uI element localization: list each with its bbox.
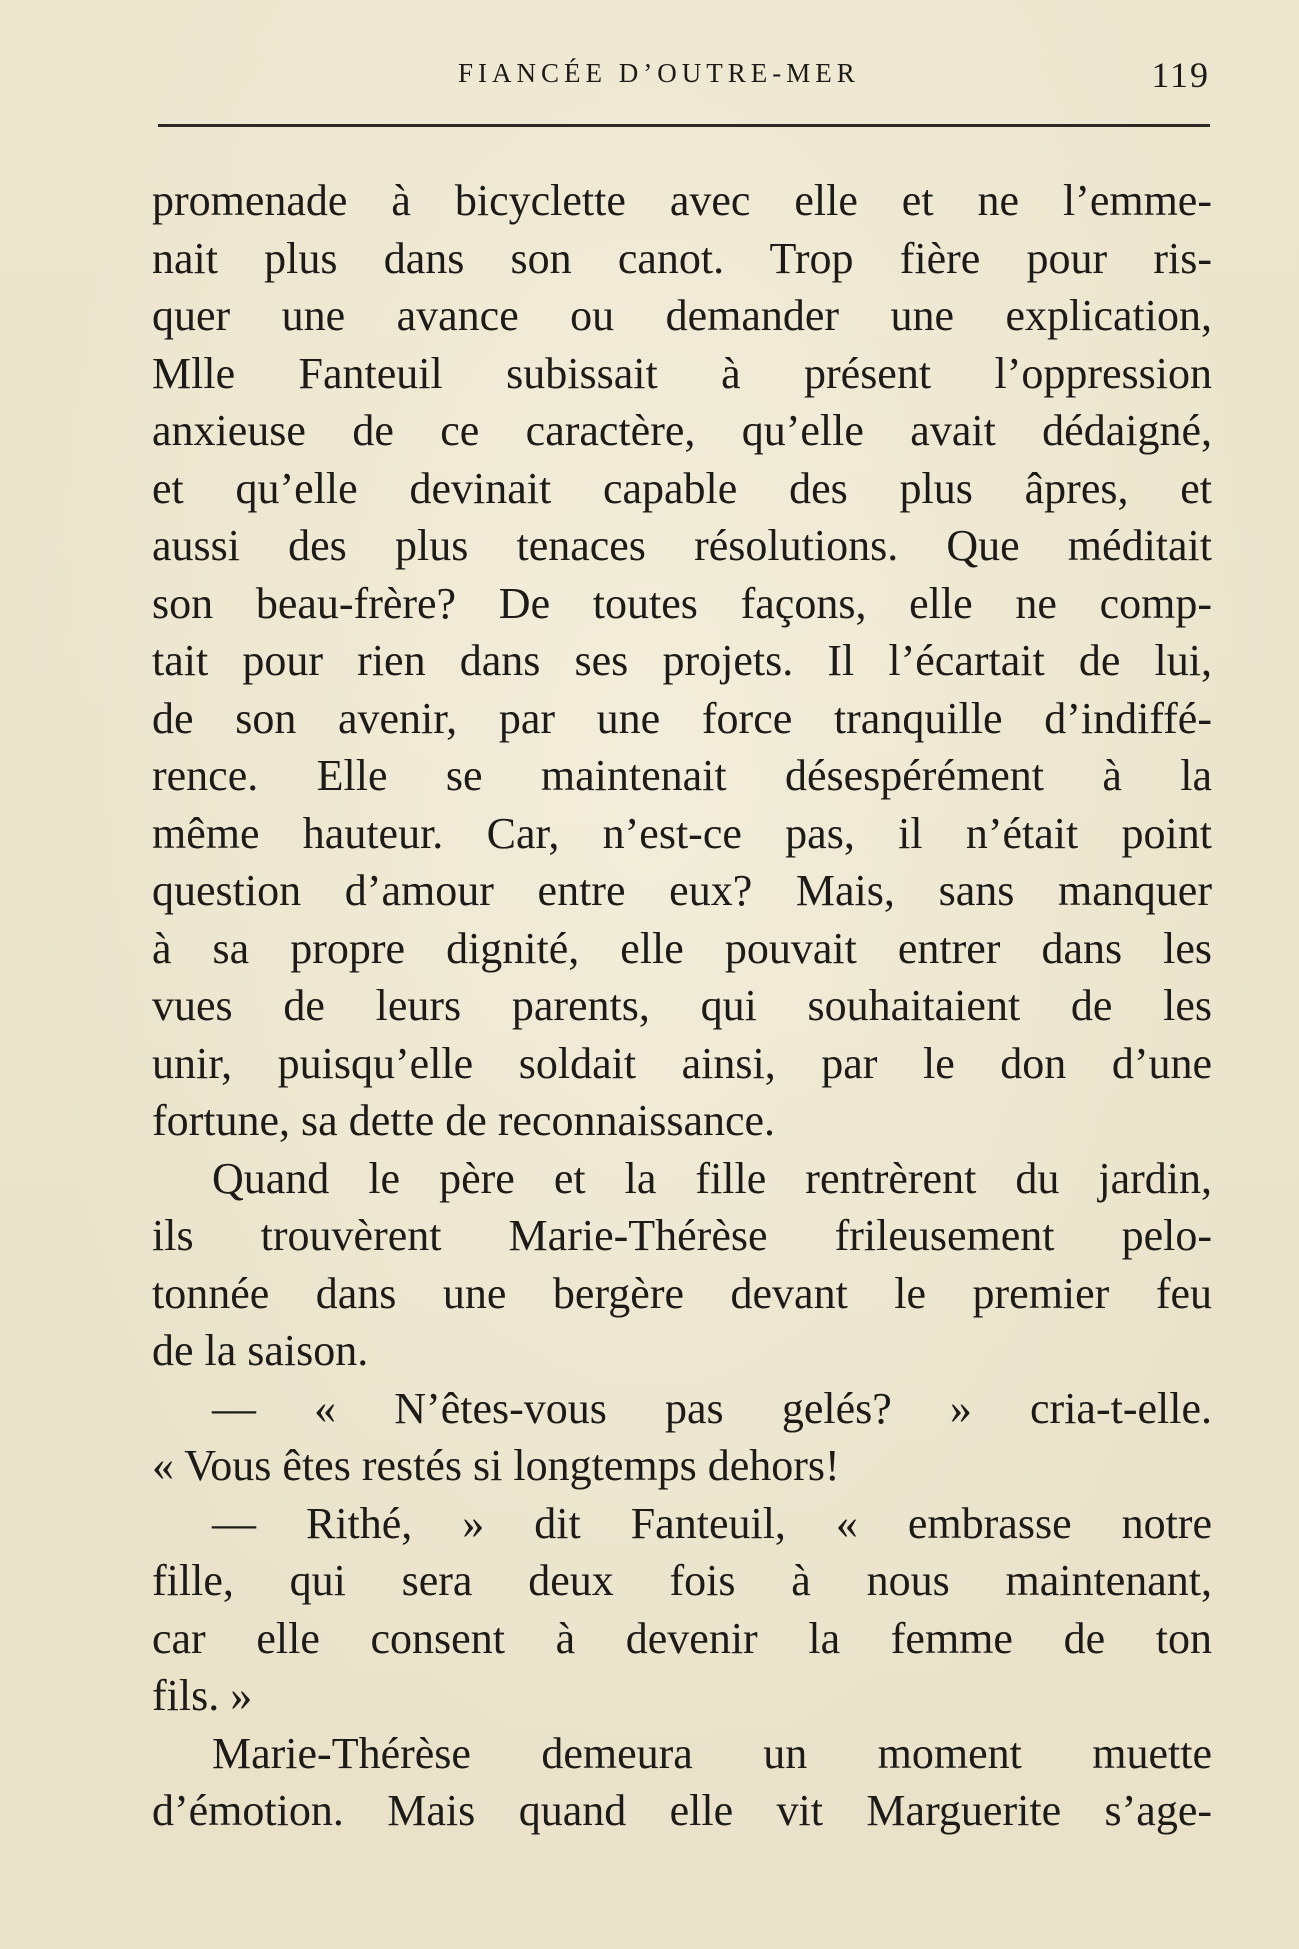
text-line: — Rithé, » dit Fanteuil, « embrasse notre: [212, 1498, 1212, 1548]
text-line: nait plus dans son canot. Trop fière pour ris-: [152, 233, 1212, 283]
text-line: à sa propre dignité, elle pouvait entrer dans les: [152, 923, 1212, 973]
text-line: fortune, sa dette de reconnaissance.: [152, 1096, 776, 1145]
text-line: Quand le père et la fille rentrèrent du jardin,: [212, 1153, 1212, 1203]
text-line: et qu’elle devinait capable des plus âpres, et: [152, 463, 1212, 513]
text-line: fille, qui sera deux fois à nous maintenant,: [152, 1556, 1212, 1605]
text-line: — « N’êtes-vous pas gelés? » cria-t-elle.: [212, 1383, 1212, 1433]
text-line: Marie-Thérèse demeura un moment muette: [212, 1728, 1212, 1778]
text-line: question d’amour entre eux? Mais, sans manquer: [152, 866, 1212, 915]
header-rule: [158, 124, 1210, 127]
text-line: d’émotion. Mais quand elle vit Marguerite s’age-: [152, 1786, 1212, 1835]
text-line: anxieuse de ce caractère, qu’elle avait dédaigné,: [152, 406, 1212, 455]
text-line: rence. Elle se maintenait désespérément à la: [152, 751, 1212, 800]
text-line: de son avenir, par une force tranquille d’indiffé-: [152, 693, 1212, 743]
text-line: « Vous êtes restés si longtemps dehors!: [152, 1441, 840, 1490]
text-line: quer une avance ou demander une explication,: [152, 291, 1212, 340]
running-title: FIANCÉE D’OUTRE-MER: [458, 58, 860, 88]
text-line: promenade à bicyclette avec elle et ne l’emme-: [152, 176, 1212, 225]
text-line: vues de leurs parents, qui souhaitaient de les: [152, 981, 1212, 1030]
text-line: unir, puisqu’elle soldait ainsi, par le don d’une: [152, 1038, 1212, 1088]
running-head: [160, 55, 1210, 102]
text-line: même hauteur. Car, n’est-ce pas, il n’était point: [152, 808, 1212, 858]
text-line: de la saison.: [152, 1326, 369, 1375]
text-line: fils. »: [152, 1671, 253, 1720]
text-line: car elle consent à devenir la femme de ton: [152, 1613, 1212, 1663]
text-line: tait pour rien dans ses projets. Il l’écartait de lui,: [152, 636, 1212, 685]
page-number: 119: [1151, 55, 1210, 95]
text-line: tonnée dans une bergère devant le premier feu: [152, 1268, 1212, 1318]
body-text: [152, 172, 1212, 1840]
text-line: Mlle Fanteuil subissait à présent l’oppression: [152, 348, 1212, 398]
text-line: ils trouvèrent Marie-Thérèse frileusement pelo-: [152, 1211, 1212, 1260]
text-line: aussi des plus tenaces résolutions. Que méditait: [152, 521, 1212, 570]
text-line: son beau-frère? De toutes façons, elle ne comp-: [152, 578, 1212, 628]
